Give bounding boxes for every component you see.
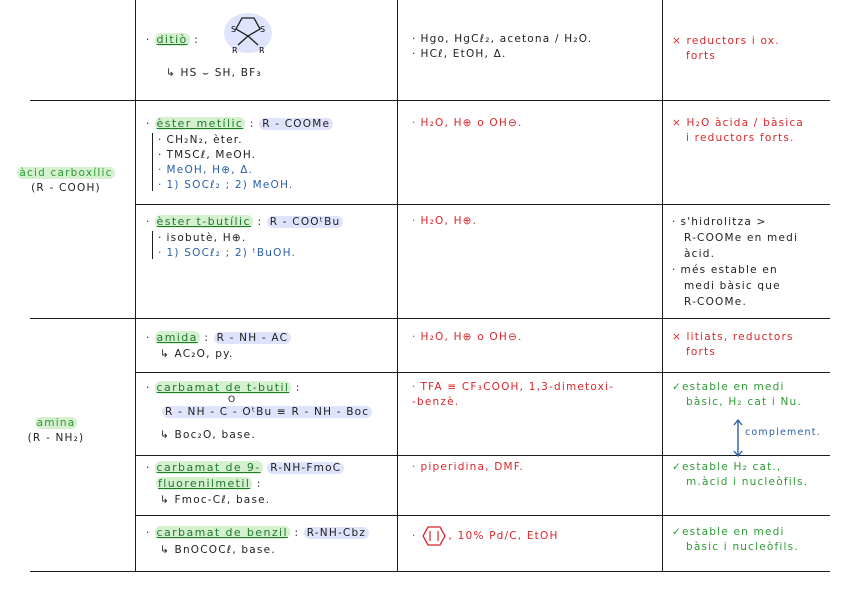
row-divider-5 — [135, 455, 830, 456]
carbamat-benzil-reagent: ↳ BnOCOCℓ, base. — [160, 544, 276, 556]
amida-stability: × litiats, reductors forts — [672, 331, 794, 358]
ester-tbutilic-stability: · s'hidrolitza > R-COOMe en medi àcid. · més estable en medi bàsic que R-COOMe. — [672, 216, 799, 308]
ester-tbutilic-reagents: · isobutè, H⊕. · 1) SOCℓ₂ ; 2) ᵗBuOH. — [158, 232, 297, 259]
column-divider-3 — [662, 0, 663, 572]
carbamat-tbutil-stability: ✓estable en medi bàsic, H₂ cat i Nu. — [672, 381, 802, 408]
row-divider-2 — [135, 204, 830, 205]
carbamat-benzil-tag: R-NH-Cbz — [304, 527, 369, 539]
ring-r2: R — [259, 46, 265, 55]
carbamat-benzil-cell: · carbamat de benzil : R-NH-Cbz — [146, 525, 369, 541]
arrow-icon: ↳ — [160, 429, 175, 441]
section-label-acid — [6, 166, 126, 196]
section-label-amina — [6, 416, 106, 446]
ester-metilic-tag: R - COOMe — [259, 118, 333, 130]
carbamat-tbutil-carbonyl-o: O — [228, 395, 237, 405]
ring-s2: S — [260, 25, 266, 34]
row-divider-4 — [135, 372, 830, 373]
carbamat-fluorenil-stability: ✓estable H₂ cat., m.àcid i nucleòfils. — [672, 461, 809, 488]
arrow-icon: ↳ — [160, 348, 175, 360]
row-divider-3 — [30, 318, 830, 319]
amida-cell: · amida : R - NH - AC — [146, 330, 291, 346]
cyclohexadiene-icon — [421, 525, 447, 547]
ring-s1: S — [231, 25, 237, 34]
double-arrow-icon — [733, 418, 743, 458]
ditio-deprotection: · Hgo, HgCℓ₂, acetona / H₂O. · HCℓ, EtOH, Δ. — [412, 33, 593, 60]
ditio-stability: × reductors i ox. forts — [672, 35, 780, 62]
section-amina-formula: (R - NH₂) — [27, 432, 85, 444]
ditio-protecting-cell: · ditiò : — [146, 33, 199, 46]
ditio-name: ditiò — [156, 33, 188, 46]
ring-r1: R — [232, 46, 238, 55]
section-acid-name: àcid carboxílic — [19, 167, 113, 179]
amida-reagent: ↳ AC₂O, py. — [160, 348, 234, 360]
carbamat-tbutil-cell: · carbamat de t-butil : — [146, 381, 301, 394]
ester-tbutilic-tag: R - COOᵗBu — [267, 216, 344, 228]
arrow-icon: ↳ — [166, 67, 181, 79]
ester-tbutilic-deprotection: · H₂O, H⊕. — [412, 215, 478, 227]
bracket-line — [152, 231, 153, 259]
carbamat-fluorenil-deprotection: · piperidina, DMF. — [412, 461, 524, 473]
complement-note: complement. — [745, 427, 821, 438]
section-amina-name: amina — [36, 417, 76, 429]
carbamat-benzil-stability: ✓estable en medi bàsic i nucleòfils. — [672, 526, 799, 553]
ester-metilic-cell: · èster metílic : R - COOMe — [146, 116, 333, 132]
row-divider-7 — [30, 571, 830, 572]
bracket-line — [152, 133, 153, 191]
amida-tag: R - NH - AC — [214, 332, 292, 344]
column-divider-1 — [135, 0, 136, 572]
arrow-icon: ↳ — [160, 494, 175, 506]
ester-metilic-stability: × H₂O àcida / bàsica i reductors forts. — [672, 117, 804, 144]
carbamat-fluorenil-tag: R-NH-FmoC — [267, 462, 344, 474]
ditio-reagent: ↳ HS ⌣ SH, BF₃ — [166, 67, 262, 79]
row-divider-6 — [135, 515, 830, 516]
dithiane-ring-structure — [218, 10, 278, 58]
section-acid-formula: (R - COOH) — [31, 182, 101, 194]
column-divider-2 — [397, 0, 398, 572]
carbamat-fluorenil-cell: · carbamat de 9- R-NH-FmoC fluorenilmetil : — [146, 460, 344, 492]
ester-tbutilic-cell: · èster t-butílic : R - COOᵗBu — [146, 214, 343, 230]
carbamat-benzil-deprotection: · , 10% Pd/C, EtOH — [412, 525, 559, 547]
carbamat-tbutil-reagent: ↳ Boc₂O, base. — [160, 429, 256, 441]
ester-metilic-deprotection: · H₂O, H⊕ o OH⊖. — [412, 117, 523, 129]
arrow-icon: ↳ — [160, 544, 175, 556]
row-divider-1 — [30, 100, 830, 101]
ester-metilic-reagents: · CH₂N₂, èter. · TMSCℓ, MeOH. · MeOH, H⊕, Δ. · 1) SOCℓ₂ ; 2) MeOH. — [158, 134, 294, 191]
amida-deprotection: · H₂O, H⊕ o OH⊖. — [412, 331, 523, 343]
carbamat-tbutil-deprotection: · TFA ≡ CF₃COOH, 1,3-dimetoxi- -benzè. — [412, 381, 615, 408]
carbamat-fluorenil-reagent: ↳ Fmoc-Cℓ, base. — [160, 494, 271, 506]
carbamat-tbutil-formula: R - NH - C - OᵗBu ≡ R - NH - Boc — [162, 405, 372, 420]
